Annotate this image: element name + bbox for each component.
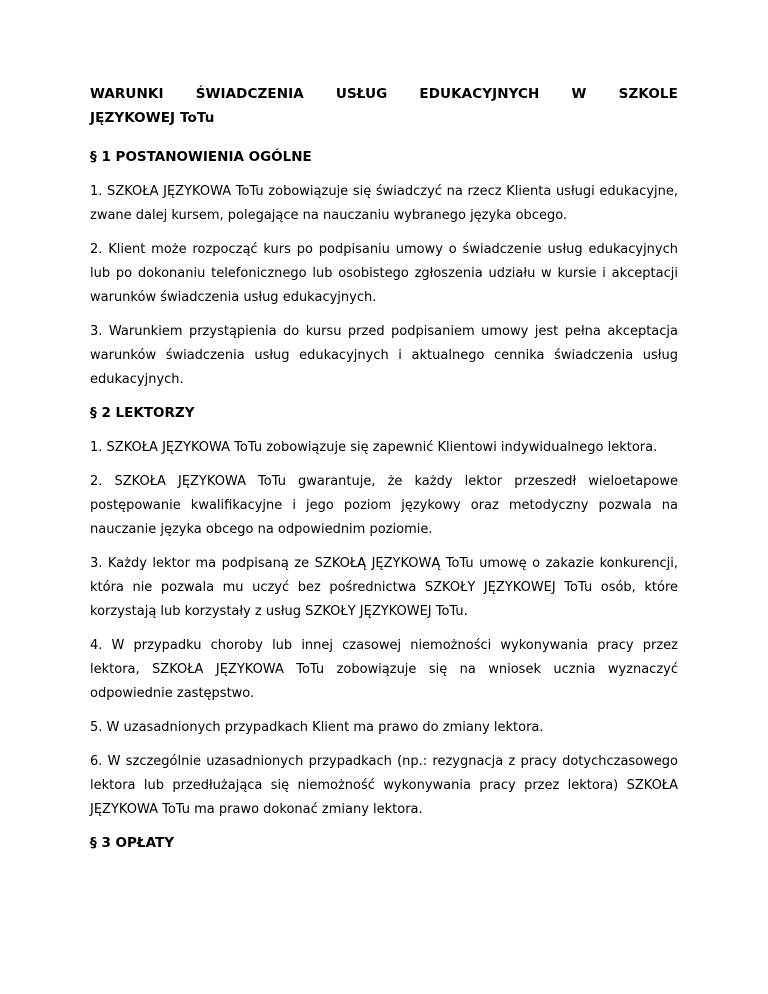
title-word: EDUKACYJNYCH	[419, 86, 540, 102]
paragraph: 4. W przypadku choroby lub innej czasowej niemożności wykonywania pracy przez lektora, SZKOŁA JĘZYKOWA ToTu zobowiązuje się na wniosek ucznia wyznaczyć odpowiednie zastępstwo.	[90, 638, 678, 701]
section-heading: § 1 POSTANOWIENIA OGÓLNE	[90, 149, 312, 165]
document-page	[90, 82, 678, 866]
paragraph: 6. W szczególnie uzasadnionych przypadkach (np.: rezygnacja z pracy dotychczasowego lektora lub przedłużająca się niemożność wykonywania pracy przez lektora) SZKOŁA JĘZYKOWA ToTu ma prawo dokonać zmiany lektora.	[90, 754, 678, 817]
section-heading: § 3 OPŁATY	[90, 835, 174, 851]
title-line-2: JĘZYKOWEJ ToTu	[90, 110, 215, 126]
paragraph: 1. SZKOŁA JĘZYKOWA ToTu zobowiązuje się świadczyć na rzecz Klienta usługi edukacyjne, zwane dalej kursem, polegające na nauczaniu wybranego języka obcego.	[90, 184, 678, 223]
document-title	[90, 82, 678, 130]
title-word: ŚWIADCZENIA	[195, 86, 304, 102]
title-word: SZKOLE	[618, 86, 678, 102]
paragraph: 5. W uzasadnionych przypadkach Klient ma prawo do zmiany lektora.	[90, 720, 544, 735]
paragraph: 1. SZKOŁA JĘZYKOWA ToTu zobowiązuje się zapewnić Klientowi indywidualnego lektora.	[90, 440, 658, 455]
section-heading: § 2 LEKTORZY	[90, 405, 195, 421]
paragraph: 3. Warunkiem przystąpienia do kursu przed podpisaniem umowy jest pełna akceptacja warunków świadczenia usług edukacyjnych i aktualnego cennika świadczenia usług edukacyjnych.	[90, 324, 678, 387]
title-word: WARUNKI	[90, 86, 164, 102]
title-line-1	[90, 82, 678, 106]
title-word: W	[571, 86, 587, 102]
paragraph: 3. Każdy lektor ma podpisaną ze SZKOŁĄ JĘZYKOWĄ ToTu umowę o zakazie konkurencji, która nie pozwala mu uczyć bez pośrednictwa SZKOŁY JĘZYKOWEJ ToTu osób, które korzystają lub korzystały z usług SZKOŁY JĘZYKOWEJ ToTu.	[90, 556, 678, 619]
paragraph: 2. SZKOŁA JĘZYKOWA ToTu gwarantuje, że każdy lektor przeszedł wieloetapowe postępowanie kwalifikacyjne i jego poziom językowy oraz metodyczny pozwala na nauczanie języka obcego na odpowiednim poziomie.	[90, 474, 678, 537]
title-word: USŁUG	[335, 86, 388, 102]
paragraph: 2. Klient może rozpocząć kurs po podpisaniu umowy o świadczenie usług edukacyjnych lub po dokonaniu telefonicznego lub osobistego zgłoszenia udziału w kursie i akceptacji warunków świadczenia usług edukacyjnych.	[90, 242, 678, 305]
